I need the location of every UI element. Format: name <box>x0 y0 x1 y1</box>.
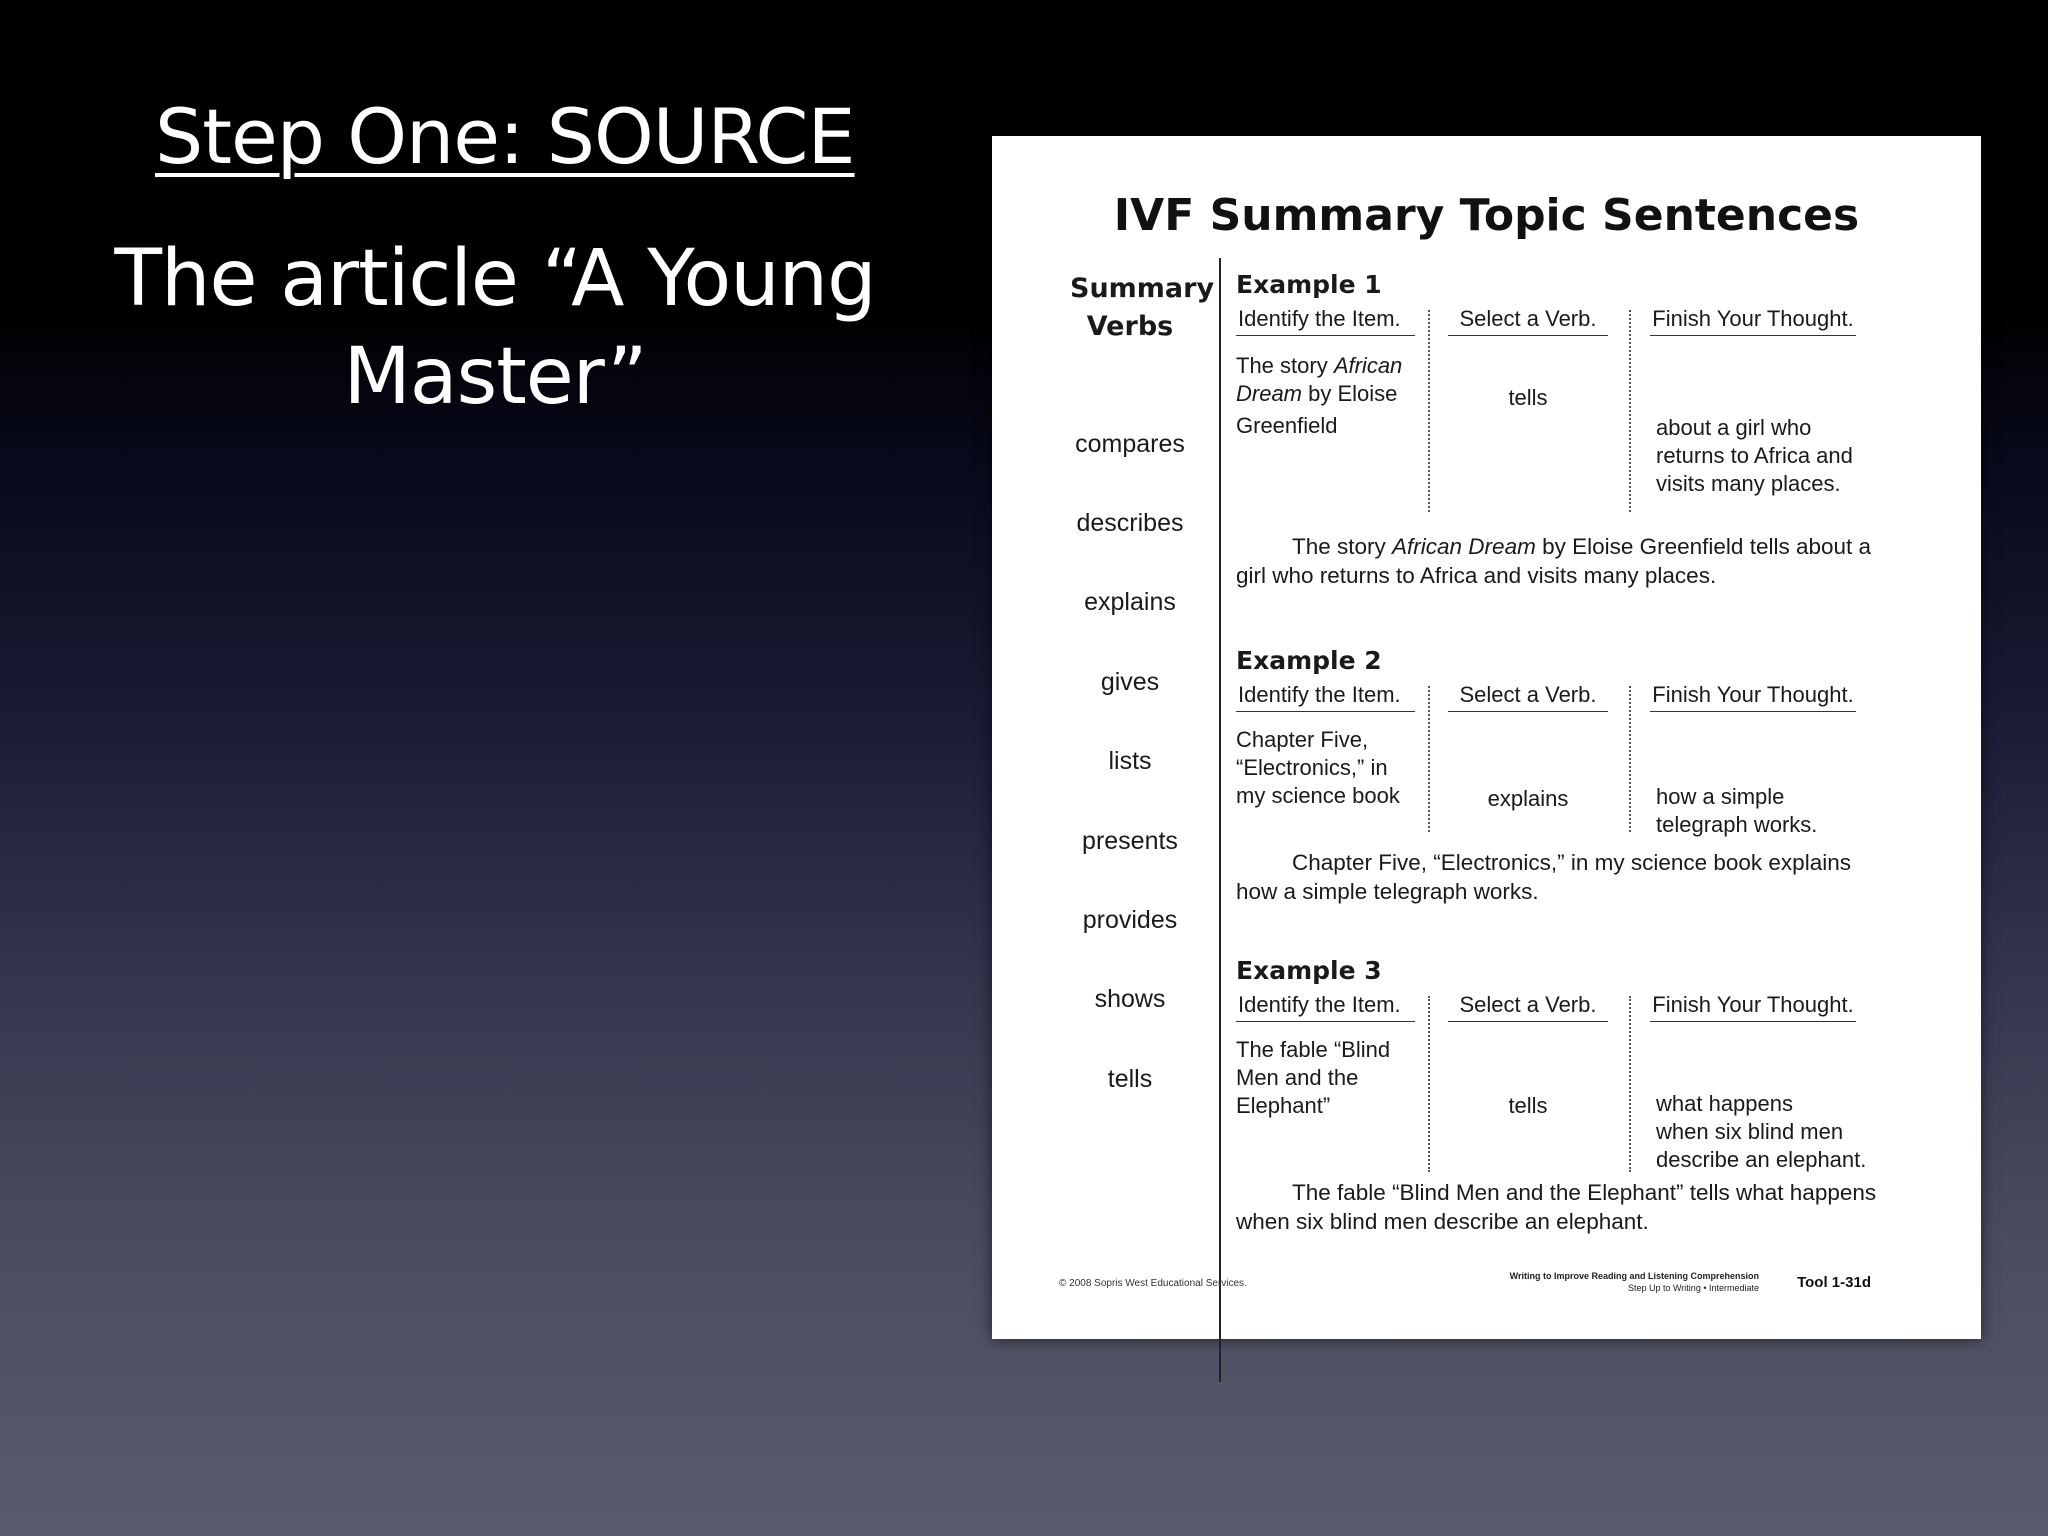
verb-item: presents <box>1082 827 1178 855</box>
column-divider <box>1428 310 1430 512</box>
column-header-thought: Finish Your Thought. <box>1650 306 1856 336</box>
book-credit <box>1510 1270 1759 1294</box>
verb-cell: explains <box>1487 786 1569 811</box>
example-title: Example 3 <box>1236 956 1382 985</box>
example-title: Example 2 <box>1236 646 1382 675</box>
column-divider <box>1629 996 1631 1172</box>
item-cell: The story African Dream by Eloise Greenfield <box>1236 353 1403 438</box>
worksheet-title: IVF Summary Topic Sentences <box>1113 190 1860 241</box>
slide-body-text <box>100 230 890 426</box>
verbs-heading-line-2: Verbs <box>1086 311 1174 342</box>
verb-cell: tells <box>1508 385 1548 410</box>
verb-item: explains <box>1084 588 1176 616</box>
copyright-notice: © 2008 Sopris West Educational Services. <box>1059 1278 1247 1289</box>
verb-item: provides <box>1082 906 1178 934</box>
column-divider <box>1428 996 1430 1172</box>
verb-item: lists <box>1108 747 1152 775</box>
column-header-verb: Select a Verb. <box>1448 682 1608 712</box>
item-cell: Chapter Five, “Electronics,” in my science book <box>1236 727 1400 808</box>
verb-item: shows <box>1094 985 1166 1013</box>
tool-number: Tool 1-31d <box>1797 1274 1871 1291</box>
thought-cell: what happens when six blind men describe an elephant. <box>1656 1091 1867 1172</box>
verb-item: compares <box>1075 430 1185 458</box>
column-header-item: Identify the Item. <box>1236 992 1415 1022</box>
summary-sentence: Chapter Five, “Electronics,” in my science book explains how a simple telegraph works. <box>1236 850 1851 904</box>
verbs-divider <box>1219 258 1221 1382</box>
verbs-heading-line-1: Summary <box>1070 273 1215 304</box>
slide-body-line-1: The article “A Young <box>114 234 876 324</box>
summary-sentence: The story African Dream by Eloise Greenfield tells about a girl who returns to Africa and visits many places. <box>1236 534 1872 588</box>
book-title: Writing to Improve Reading and Listening Comprehension <box>1509 1271 1759 1281</box>
verb-item: gives <box>1100 668 1160 696</box>
worksheet-image <box>992 136 1981 1339</box>
book-subtitle: Step Up to Writing • Intermediate <box>1627 1283 1759 1293</box>
thought-cell: about a girl who returns to Africa and visits many places. <box>1656 415 1853 496</box>
column-header-verb: Select a Verb. <box>1448 992 1608 1022</box>
verb-item: describes <box>1076 509 1184 537</box>
column-header-thought: Finish Your Thought. <box>1650 992 1856 1022</box>
summary-verbs-heading <box>1070 270 1215 346</box>
slide-heading: Step One: SOURCE <box>155 92 855 181</box>
column-divider <box>1629 686 1631 832</box>
column-header-verb: Select a Verb. <box>1448 306 1608 336</box>
column-header-thought: Finish Your Thought. <box>1650 682 1856 712</box>
column-header-item: Identify the Item. <box>1236 682 1415 712</box>
example-title: Example 1 <box>1236 270 1382 299</box>
verb-cell: tells <box>1508 1093 1548 1118</box>
column-header-item: Identify the Item. <box>1236 306 1415 336</box>
verb-item: tells <box>1107 1065 1153 1093</box>
summary-sentence: The fable “Blind Men and the Elephant” tells what happens when six blind men describe an elephant. <box>1236 1180 1877 1234</box>
thought-cell: how a simple telegraph works. <box>1656 784 1818 837</box>
slide-body-line-2: Master” <box>343 332 647 422</box>
column-divider <box>1428 686 1430 832</box>
item-cell: The fable “Blind Men and the Elephant” <box>1236 1037 1391 1118</box>
column-divider <box>1629 310 1631 512</box>
